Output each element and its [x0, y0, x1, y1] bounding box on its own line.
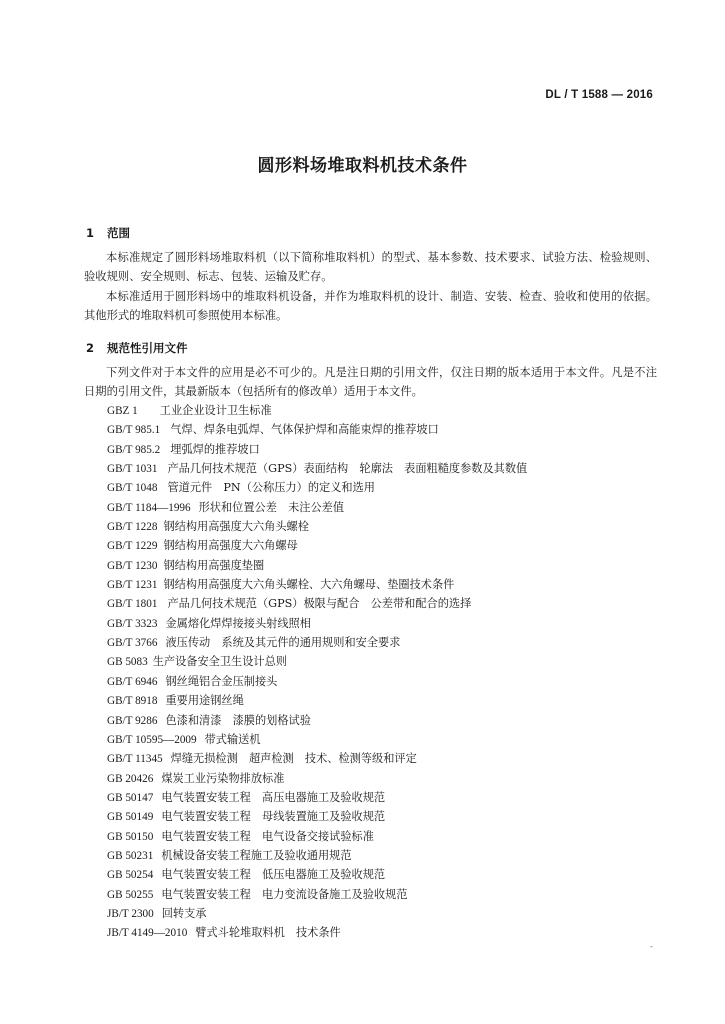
- reference-title: 金属熔化焊焊接接头射线照相: [165, 616, 311, 630]
- reference-code: GB/T 3323: [107, 617, 158, 630]
- reference-code: GBZ 1: [107, 405, 138, 417]
- reference-title: 管道元件 PN（公称压力）的定义和选用: [167, 481, 375, 495]
- reference-item: [107, 517, 527, 536]
- reference-title: 气焊、焊条电弧焊、气体保护焊和高能束焊的推荐坡口: [170, 423, 439, 437]
- reference-code: GB/T 1184—1996: [107, 501, 191, 514]
- reference-title: 液压传动 系统及其元件的通用规则和安全要求: [165, 636, 401, 650]
- reference-item: [107, 575, 527, 594]
- document-title: 圆形料场堆取料机技术条件: [257, 156, 468, 176]
- reference-item: [107, 769, 527, 788]
- reference-code: GB/T 11345: [107, 753, 163, 766]
- reference-title: 形状和位置公差 未注公差值: [198, 500, 345, 514]
- reference-code: GB/T 9286: [107, 714, 158, 727]
- reference-code: GB/T 8918: [107, 695, 158, 708]
- reference-item: [107, 865, 527, 884]
- reference-code: GB/T 1031: [107, 463, 158, 476]
- reference-code: GB/T 1048: [107, 482, 158, 495]
- reference-item: [107, 633, 527, 652]
- section-heading-normative-references: [86, 340, 188, 356]
- reference-code: GB/T 6946: [107, 675, 158, 688]
- reference-title: 钢结构用高强度垫圈: [163, 558, 265, 572]
- reference-item: [107, 401, 527, 420]
- reference-code: GB/T 1231: [107, 579, 158, 592]
- reference-list: [107, 401, 527, 943]
- reference-code: GB 50149: [107, 811, 154, 824]
- reference-item: [107, 536, 527, 555]
- reference-code: GB/T 1229: [107, 540, 158, 553]
- reference-title: 产品几何技术规范（GPS）极限与配合 公差带和配合的选择: [167, 597, 472, 611]
- reference-title: 机械设备安装工程施工及验收通用规范: [161, 848, 352, 862]
- reference-title: 电气装置安装工程 低压电器施工及验收规范: [161, 868, 386, 882]
- reference-item: [107, 749, 527, 768]
- section-heading-scope: [86, 225, 130, 241]
- reference-title: 电气装置安装工程 高压电器施工及验收规范: [161, 790, 386, 804]
- reference-item: [107, 556, 527, 575]
- reference-code: GB 20426: [107, 772, 154, 785]
- reference-title: 埋弧焊的推荐坡口: [170, 442, 260, 456]
- reference-item: [107, 459, 527, 478]
- reference-item: [107, 420, 527, 439]
- reference-item: [107, 691, 527, 710]
- reference-code: GB/T 985.2: [107, 443, 161, 456]
- reference-item: [107, 652, 527, 671]
- reference-title: 煤炭工业污染物排放标准: [161, 771, 285, 785]
- reference-item: [107, 885, 527, 904]
- reference-title: 臂式斗轮堆取料机 技术条件: [195, 926, 341, 940]
- reference-title: 钢结构用高强度大六角螺母: [163, 539, 298, 553]
- section-number: 2: [86, 341, 95, 355]
- reference-code: GB/T 1230: [107, 559, 158, 572]
- reference-code: GB/T 1228: [107, 521, 158, 534]
- reference-title: 电气装置安装工程 电气设备交接试验标准: [161, 829, 374, 843]
- reference-item: [107, 614, 527, 633]
- section-number: 1: [86, 226, 95, 240]
- reference-title: 色漆和清漆 漆膜的划格试验: [165, 713, 311, 727]
- reference-title: 产品几何技术规范（GPS）表面结构 轮廓法 表面粗糙度参数及其数值: [167, 462, 528, 476]
- reference-item: [107, 498, 527, 517]
- reference-item: [107, 594, 527, 613]
- reference-code: GB/T 10595—2009: [107, 733, 197, 746]
- reference-item: [107, 788, 527, 807]
- reference-code: JB/T 4149—2010: [107, 927, 188, 940]
- reference-code: GB 50150: [107, 830, 154, 843]
- reference-code: GB 50254: [107, 869, 154, 882]
- scope-paragraph-1: 本标准规定了圆形料场堆取料机（以下简称堆取料机）的型式、基本参数、技术要求、试验方法、检验规则、验收规则、安全规则、标志、包装、运输及贮存。: [84, 251, 657, 283]
- reference-item: [107, 827, 527, 846]
- reference-item: [107, 440, 527, 459]
- reference-item: [107, 478, 527, 497]
- reference-title: 工业企业设计卫生标准: [159, 404, 272, 417]
- reference-item: [107, 730, 527, 749]
- reference-item: [107, 672, 527, 691]
- reference-title: 焊缝无损检测 超声检测 技术、检测等级和评定: [170, 752, 417, 766]
- reference-title: 重要用途钢丝绳: [165, 694, 244, 708]
- scope-paragraph-2: 本标准适用于圆形料场中的堆取料机设备，并作为堆取料机的设计、制造、安装、检查、验收和使用的依据。其他形式的堆取料机可参照使用本标准。: [84, 290, 657, 322]
- reference-item: [107, 923, 527, 942]
- reference-title: 钢丝绳铝合金压制接头: [165, 674, 278, 688]
- references-intro-paragraph: 下列文件对于本文件的应用是必不可少的。凡是注日期的引用文件，仅注日期的版本适用于本文件。凡是不注日期的引用文件，其最新版本（包括所有的修改单）适用于本文件。: [84, 366, 657, 398]
- reference-title: 钢结构用高强度大六角头螺栓: [163, 520, 309, 534]
- section-title: 规范性引用文件: [107, 341, 188, 355]
- reference-item: [107, 846, 527, 865]
- page-mark: -: [650, 942, 653, 951]
- reference-code: GB 50231: [107, 849, 154, 862]
- reference-title: 带式输送机: [204, 732, 261, 746]
- reference-title: 钢结构用高强度大六角头螺栓、大六角螺母、垫圈技术条件: [163, 578, 455, 592]
- reference-item: [107, 807, 527, 826]
- reference-item: [107, 711, 527, 730]
- reference-code: GB/T 985.1: [107, 424, 161, 437]
- reference-code: GB 5083: [107, 656, 148, 669]
- reference-title: 回转支承: [161, 906, 207, 920]
- reference-code: GB 50255: [107, 888, 154, 901]
- reference-item: [107, 904, 527, 923]
- reference-title: 电气装置安装工程 电力变流设备施工及验收规范: [161, 887, 408, 901]
- reference-title: 电气装置安装工程 母线装置施工及验收规范: [161, 810, 386, 824]
- reference-code: GB 50147: [107, 791, 154, 804]
- reference-code: GB/T 3766: [107, 637, 158, 650]
- section-title: 范围: [107, 226, 130, 240]
- reference-code: GB/T 1801: [107, 598, 158, 611]
- reference-title: 生产设备安全卫生设计总则: [152, 655, 287, 669]
- reference-code: JB/T 2300: [107, 907, 154, 920]
- standard-code: DL / T 1588 — 2016: [545, 89, 653, 101]
